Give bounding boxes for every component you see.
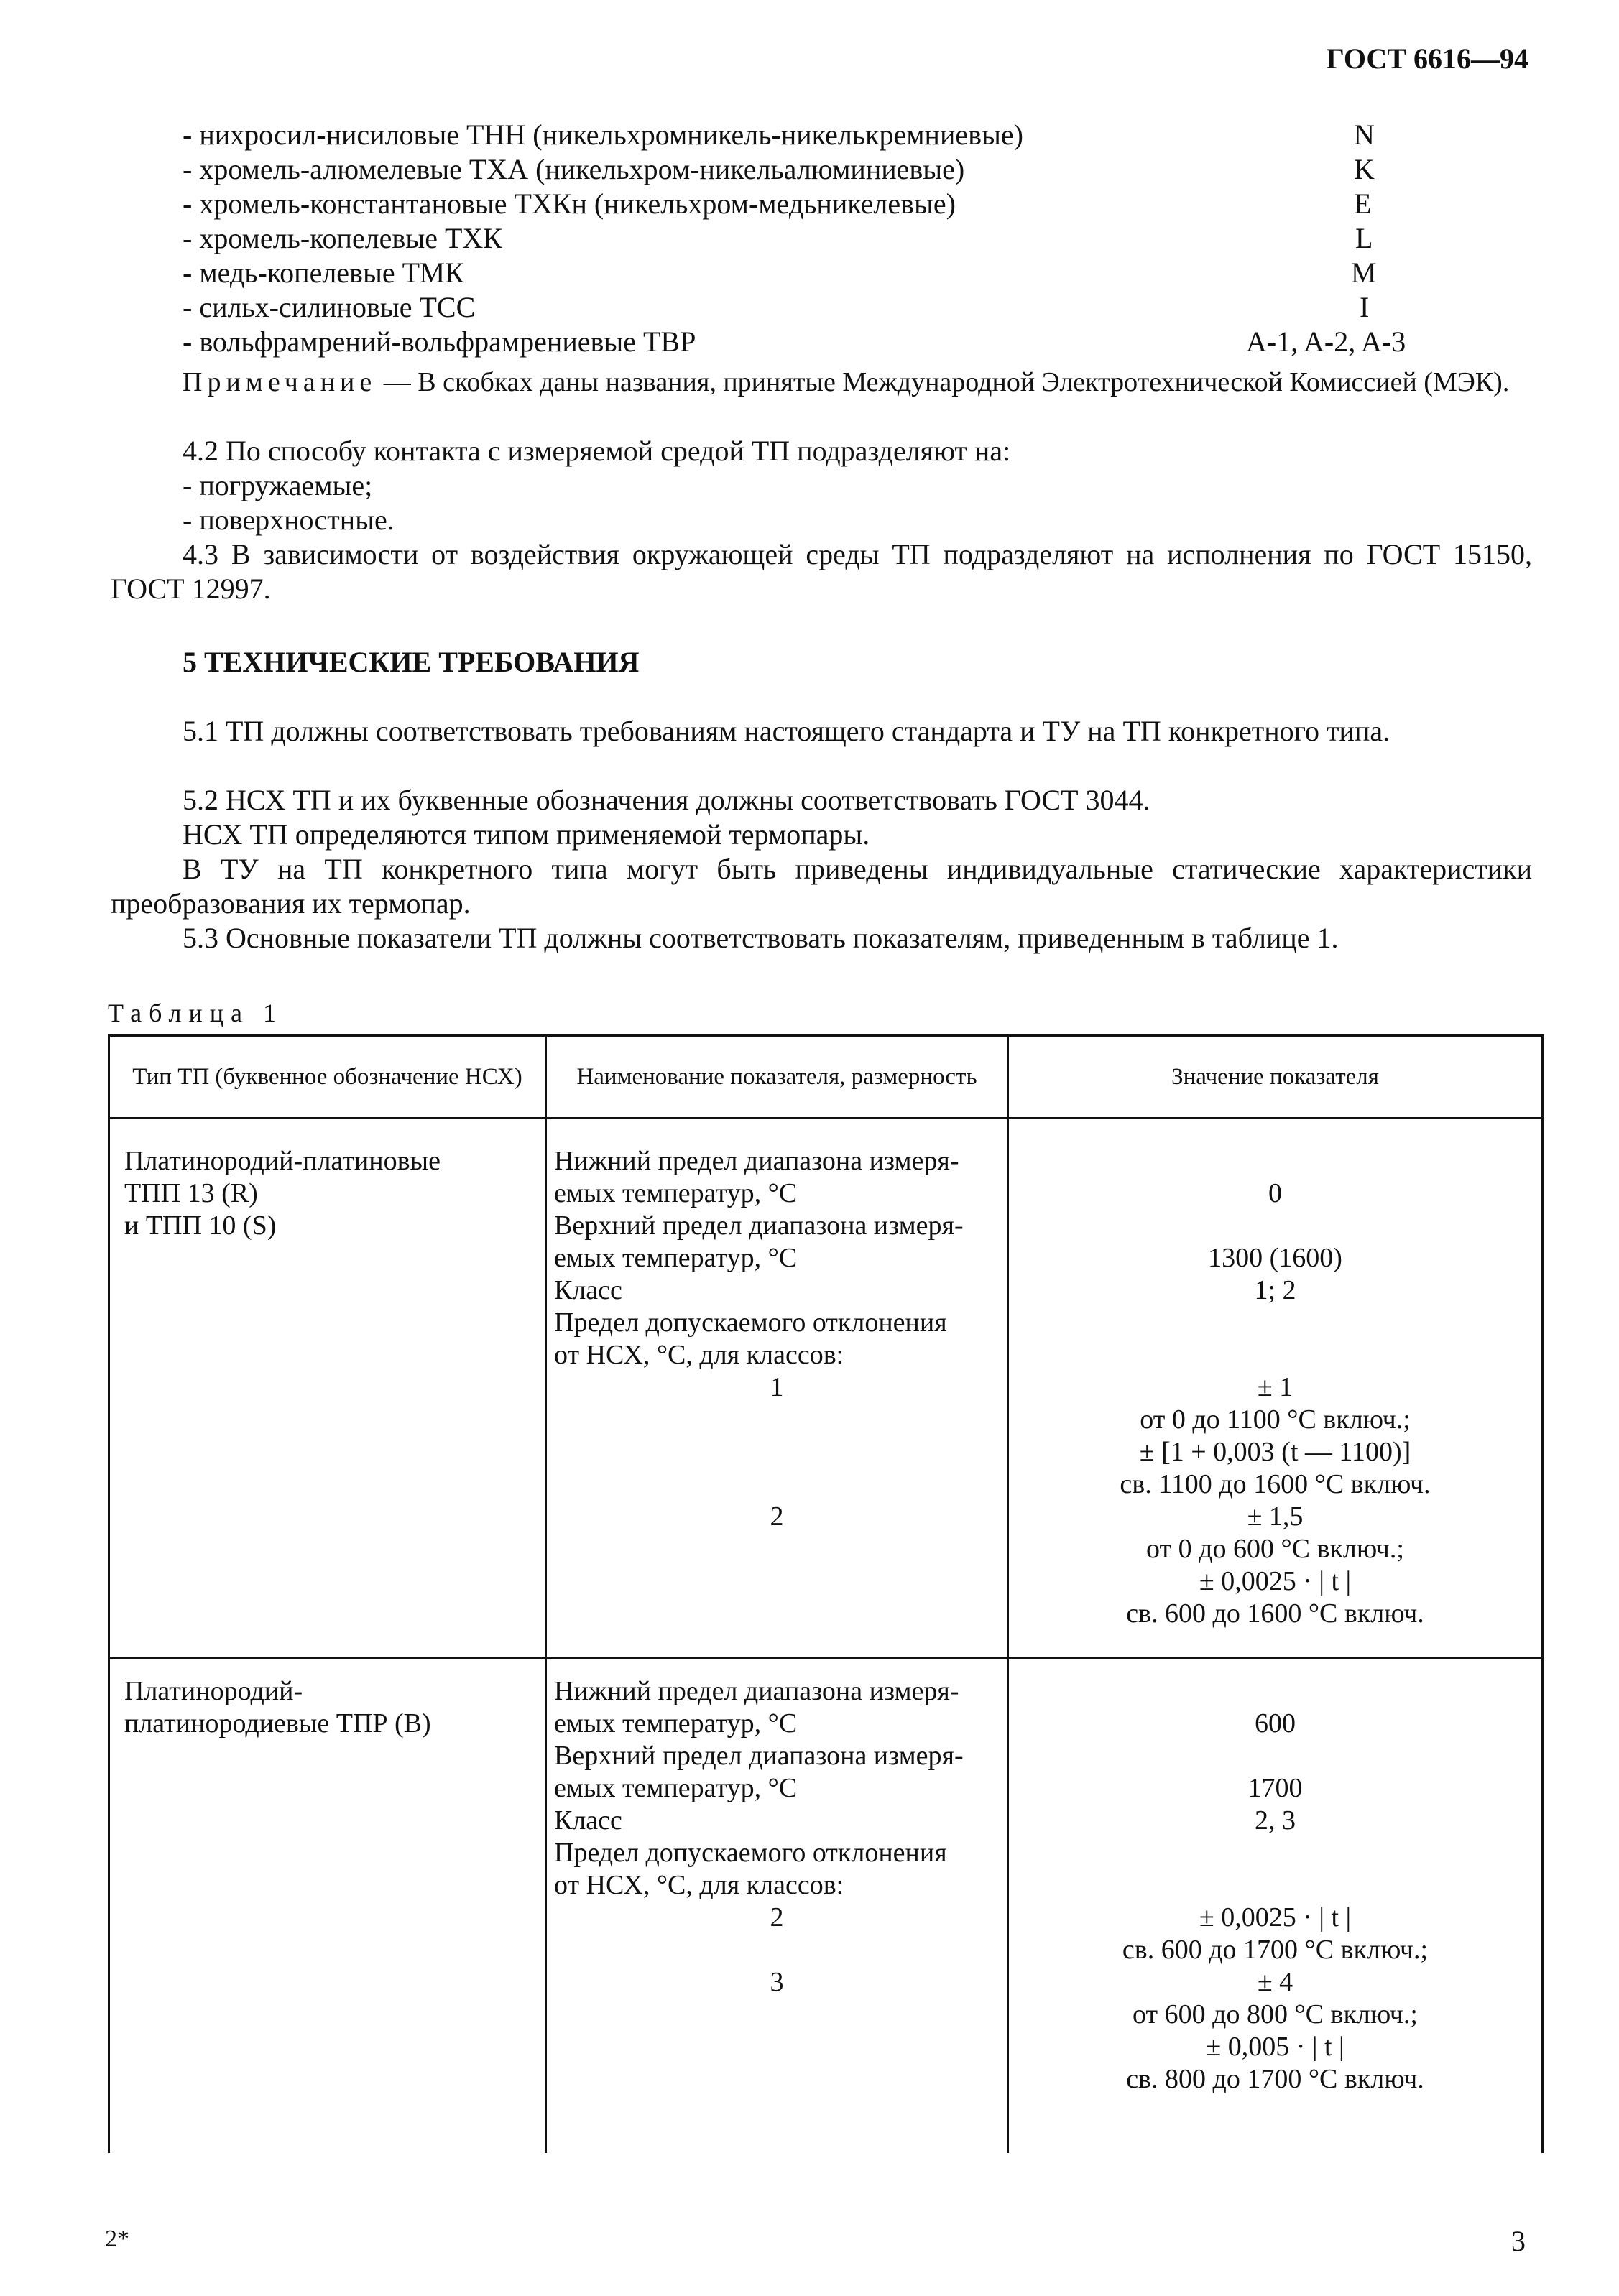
value-line	[1016, 1869, 1534, 1902]
value-line: ± [1 + 0,003 (t — 1100)]	[1139, 1437, 1411, 1467]
type-name: - вольфрамрений-вольфрамрениевые ТВР	[183, 325, 696, 358]
clause-5-2-text: В ТУ на ТП конкретного типа могут быть приведены индивидуальные статические характеристики преобразования их термопар.	[111, 853, 1532, 920]
type-name: - хромель-копелевые ТХК	[183, 222, 502, 254]
type-code: A-1, A-2, A-3	[1246, 325, 1406, 358]
value-line: св. 1100 до 1600 °С включ.	[1120, 1469, 1431, 1499]
value-line: св. 600 до 1700 °С включ.;	[1122, 1935, 1429, 1965]
type-line: и ТПП 10 (S)	[124, 1211, 277, 1241]
parameter-line	[554, 1598, 1000, 1630]
parameter-line	[554, 1404, 1000, 1436]
clause-4-3: 4.3 В зависимости от воздействия окружающей среды ТП подразделяют на исполнения по ГОСТ 15150, ГОСТ 12997.	[111, 538, 1532, 605]
value-line	[1016, 1210, 1534, 1242]
parameter-line	[554, 1533, 1000, 1565]
parameter-line: емых температур, °С	[554, 1178, 798, 1208]
parameter-line: емых температур, °С	[554, 1708, 798, 1739]
value-line: св. 800 до 1700 °С включ.	[1126, 2064, 1424, 2094]
note-text: — В скобках даны названия, принятые Международной Электротехнической Комиссией (МЭК).	[377, 367, 1510, 397]
value-line: ± 1	[1257, 1372, 1293, 1402]
parameter-line: Нижний предел диапазона измеря-	[554, 1676, 959, 1706]
value-line	[1016, 1675, 1534, 1708]
value-line: 600	[1255, 1708, 1296, 1739]
clause-5-1: 5.1 ТП должны соответствовать требованиям настоящего стандарта и ТУ на ТП конкретного типа.	[183, 715, 1390, 747]
section-title: 5 ТЕХНИЧЕСКИЕ ТРЕБОВАНИЯ	[183, 646, 640, 678]
parameter-cell	[546, 1119, 1008, 1659]
value-line: 2, 3	[1255, 1805, 1296, 1836]
type-code: K	[1354, 153, 1375, 185]
parameter-line: Класс	[554, 1275, 622, 1305]
type-code: E	[1354, 188, 1372, 220]
parameter-line: 1	[770, 1372, 784, 1402]
type-name: - медь-копелевые ТМК	[183, 256, 464, 289]
parameter-line	[554, 1934, 1000, 1966]
table-caption: Таблица 1	[108, 999, 283, 1027]
column-header: Тип ТП (буквенное обозначение НСХ)	[109, 1036, 546, 1119]
type-code: L	[1355, 222, 1373, 254]
table-header-row	[109, 1036, 1543, 1119]
parameter-line	[554, 2031, 1000, 2063]
value-line: от 600 до 800 °С включ.;	[1133, 1999, 1418, 2029]
parameter-line	[554, 2063, 1000, 2096]
value-line: от 0 до 600 °С включ.;	[1146, 1534, 1404, 1564]
note	[183, 365, 1532, 399]
parameter-line: Верхний предел диапазона измеря-	[554, 1211, 964, 1241]
parameter-line	[554, 1999, 1000, 2031]
type-name: - нихросил-нисиловые ТНН (никельхромникель-никелькремниевые)	[183, 119, 1023, 151]
note-label: Примечание	[183, 367, 377, 397]
value-line: ± 4	[1257, 1967, 1293, 1997]
value-line: от 0 до 1100 °С включ.;	[1140, 1404, 1411, 1435]
clause-4-2-item: - погружаемые;	[183, 469, 373, 501]
value-line	[1016, 1837, 1534, 1869]
parameter-line: Предел допускаемого отклонения	[554, 1307, 947, 1338]
parameter-line: Верхний предел диапазона измеря-	[554, 1741, 964, 1771]
value-line	[1016, 1307, 1534, 1339]
value-cell	[1008, 1119, 1543, 1659]
parameter-line: Нижний предел диапазона измеря-	[554, 1146, 959, 1176]
page-number: 3	[1511, 2225, 1526, 2257]
value-line	[1016, 1339, 1534, 1371]
table-row	[109, 1119, 1543, 1659]
parameter-cell	[546, 1659, 1008, 2154]
value-cell	[1008, 1659, 1543, 2154]
value-line: 1300 (1600)	[1208, 1243, 1342, 1273]
column-header: Наименование показателя, размерность	[546, 1036, 1008, 1119]
value-line: св. 600 до 1600 °С включ.	[1126, 1598, 1424, 1629]
value-line: ± 1,5	[1247, 1501, 1304, 1532]
value-line: ± 0,005 · | t |	[1206, 2032, 1344, 2062]
value-line: 1700	[1247, 1773, 1303, 1803]
parameter-line: емых температур, °С	[554, 1773, 798, 1803]
parameter-line: Предел допускаемого отклонения	[554, 1838, 947, 1868]
clause-5-2: 5.2 НСХ ТП и их буквенные обозначения должны соответствовать ГОСТ 3044.	[183, 784, 1150, 816]
parameter-line: Класс	[554, 1805, 622, 1836]
document-code: ГОСТ 6616—94	[1326, 42, 1528, 75]
value-line: ± 0,0025 · | t |	[1199, 1902, 1352, 1932]
parameter-line: 2	[770, 1501, 784, 1532]
table-row	[109, 1659, 1543, 2154]
type-line: Платинородий-	[124, 1676, 303, 1706]
sheet-mark: 2*	[105, 2226, 129, 2252]
value-line: 1; 2	[1254, 1275, 1296, 1305]
parameter-line: от НСХ, °С, для классов:	[554, 1870, 844, 1900]
thermocouple-type-cell	[109, 1659, 546, 2154]
type-code: M	[1351, 256, 1377, 289]
parameter-line	[554, 1468, 1000, 1501]
type-name: - сильх-силиновые ТСС	[183, 291, 476, 323]
parameter-line: емых температур, °С	[554, 1243, 798, 1273]
thermocouple-type-list	[183, 118, 1476, 359]
clause-4-2: 4.2 По способу контакта с измеряемой средой ТП подразделяют на:	[183, 435, 1011, 467]
type-line: платинородиевые ТПР (B)	[124, 1708, 431, 1739]
parameter-line: 2	[770, 1902, 784, 1932]
type-code: N	[1354, 119, 1375, 151]
clause-4-2-item: - поверхностные.	[183, 504, 395, 536]
column-header: Значение показателя	[1008, 1036, 1543, 1119]
value-line	[1016, 1145, 1534, 1177]
type-name: - хромель-алюмелевые ТХА (никельхром-никельалюминиевые)	[183, 153, 965, 185]
type-code: I	[1360, 291, 1370, 323]
parameter-line	[554, 1436, 1000, 1468]
parameter-line: от НСХ, °С, для классов:	[554, 1340, 844, 1370]
parameter-line	[554, 1565, 1000, 1598]
value-line: 0	[1268, 1178, 1282, 1208]
indicators-table	[108, 1034, 1544, 2153]
clause-5-2-text: НСХ ТП определяются типом применяемой термопары.	[183, 818, 870, 851]
thermocouple-type-cell	[109, 1119, 546, 1659]
parameter-line: 3	[770, 1967, 784, 1997]
value-line	[1016, 1740, 1534, 1772]
type-line: ТПП 13 (R)	[124, 1178, 258, 1208]
value-line: ± 0,0025 · | t |	[1199, 1566, 1352, 1596]
clause-5-3: 5.3 Основные показатели ТП должны соответствовать показателям, приведенным в таблице 1.	[183, 922, 1339, 954]
type-line: Платинородий-платиновые	[124, 1146, 441, 1176]
type-name: - хромель-константановые ТХКн (никельхром-медьникелевые)	[183, 188, 956, 220]
